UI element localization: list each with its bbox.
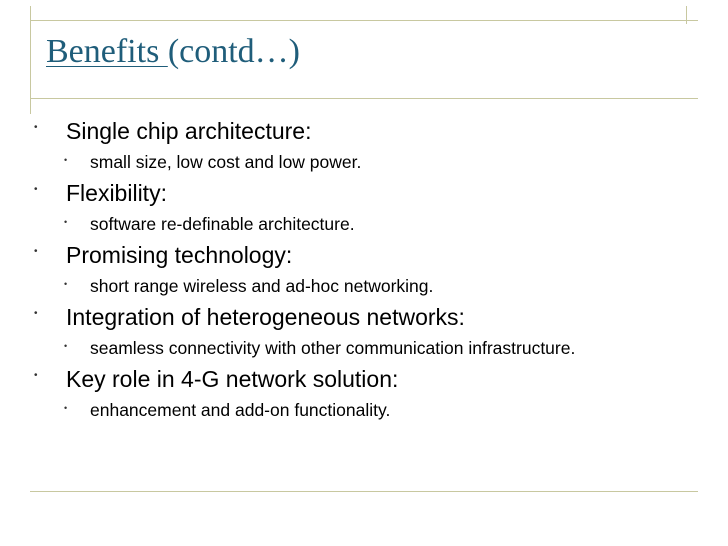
slide-title-main: Benefits bbox=[46, 33, 168, 70]
sub-bullet-item bbox=[28, 338, 708, 359]
top-rule bbox=[30, 20, 698, 21]
bullet-icon: • bbox=[34, 246, 38, 257]
sub-bullet-icon: • bbox=[64, 341, 68, 351]
bullet-text: Single chip architecture: bbox=[66, 118, 312, 144]
sub-bullet-item bbox=[28, 214, 708, 235]
slide-title-rest: (contd…) bbox=[167, 33, 300, 70]
bullet-text: Promising technology: bbox=[66, 242, 293, 268]
sub-bullet-item bbox=[28, 400, 708, 421]
bullet-item bbox=[28, 364, 708, 394]
bullet-list bbox=[28, 116, 708, 426]
slide-title bbox=[46, 30, 300, 74]
sub-bullet-text: short range wireless and ad-hoc networking. bbox=[90, 276, 434, 296]
sub-bullet-icon: • bbox=[64, 217, 68, 227]
sub-bullet-text: software re-definable architecture. bbox=[90, 214, 355, 234]
bullet-item bbox=[28, 302, 708, 332]
right-rule bbox=[686, 6, 687, 24]
bullet-icon: • bbox=[34, 122, 38, 133]
sub-bullet-text: seamless connectivity with other communication infrastructure. bbox=[90, 338, 576, 358]
sub-bullet-icon: • bbox=[64, 279, 68, 289]
bullet-item bbox=[28, 116, 708, 146]
bullet-item bbox=[28, 240, 708, 270]
bullet-item bbox=[28, 178, 708, 208]
bullet-icon: • bbox=[34, 308, 38, 319]
bullet-text: Flexibility: bbox=[66, 180, 167, 206]
bullet-icon: • bbox=[34, 184, 38, 195]
sub-bullet-icon: • bbox=[64, 155, 68, 165]
sub-bullet-text: enhancement and add-on functionality. bbox=[90, 400, 391, 420]
sub-bullet-icon: • bbox=[64, 403, 68, 413]
bullet-icon: • bbox=[34, 370, 38, 381]
sub-bullet-text: small size, low cost and low power. bbox=[90, 152, 362, 172]
bottom-rule bbox=[30, 491, 698, 492]
sub-bullet-item bbox=[28, 276, 708, 297]
title-rule bbox=[30, 98, 698, 99]
sub-bullet-item bbox=[28, 152, 708, 173]
bullet-text: Key role in 4-G network solution: bbox=[66, 366, 399, 392]
bullet-text: Integration of heterogeneous networks: bbox=[66, 304, 465, 330]
